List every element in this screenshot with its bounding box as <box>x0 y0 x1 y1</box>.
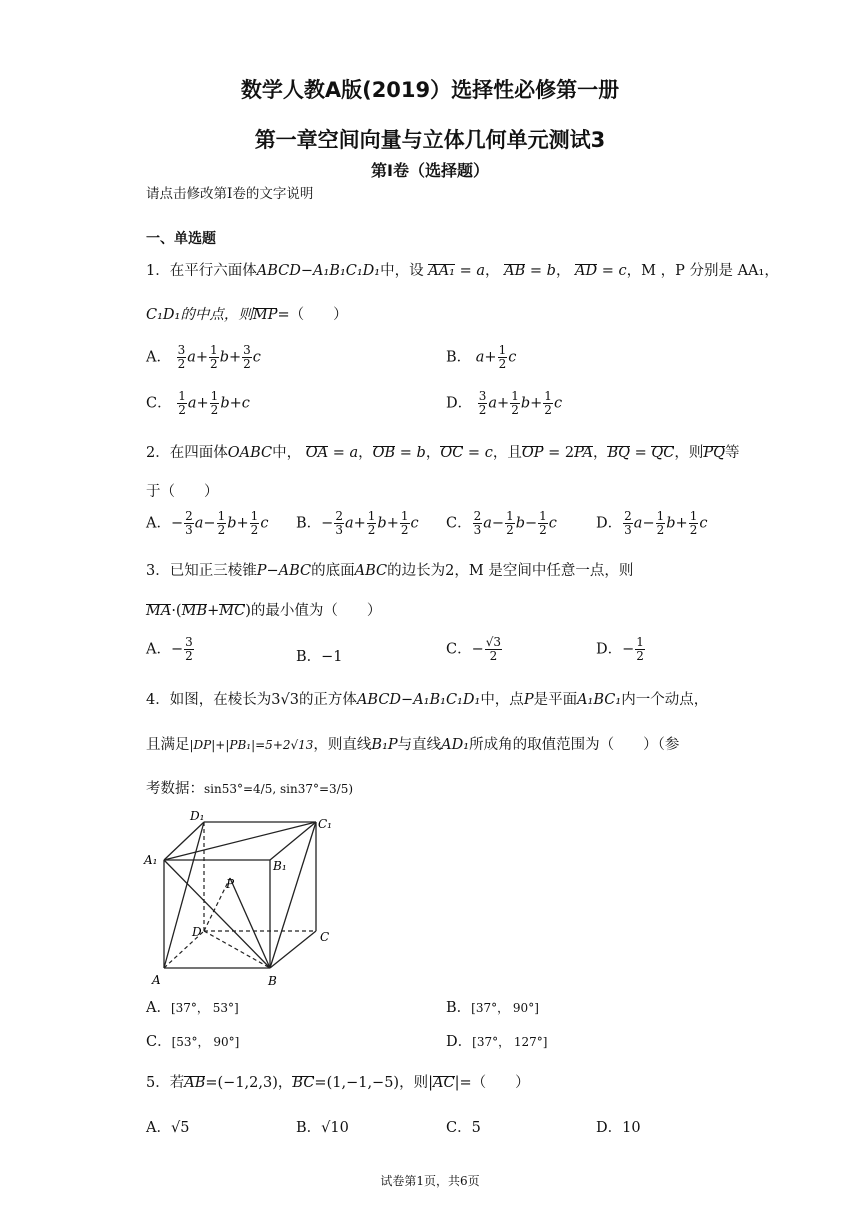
q1-option-a[interactable]: A． $\frac{3}{2}$ a+ $\frac{1}{2}$ b+ $\frac{3}{2}$ c <box>146 343 261 371</box>
section-title: 第I卷（选择题） <box>371 161 489 180</box>
part-heading: 一、单选题 <box>146 231 216 247</box>
label-b: B <box>268 974 277 988</box>
q1-option-b[interactable]: B． a+ $\frac{1}{2}$ c <box>446 343 517 371</box>
q1-option-c[interactable]: C． $\frac{1}{2}$ a+ $\frac{1}{2}$ b+c <box>146 389 250 417</box>
q2-option-d[interactable]: D． $\frac{2}{3}$ a− $\frac{1}{2}$ b+ $\frac{1}{2}$ c <box>596 509 708 537</box>
q2-stem: 2．在四面体OABC中， OA = a，OB = b，OC = c，且OP = 2PA，BQ = QC，则PQ等 <box>146 445 740 461</box>
q4-option-d[interactable]: D．[37°， 127°] <box>446 1034 548 1050</box>
label-b1: B₁ <box>273 859 287 873</box>
q3-option-d[interactable]: D．− $\frac{1}{2}$ <box>596 635 644 663</box>
doc-subtitle: 第一章空间向量与立体几何单元测试3 <box>254 128 606 152</box>
q5-option-c[interactable]: C．5 <box>446 1120 481 1136</box>
q3-option-b[interactable]: B．−1 <box>296 649 343 665</box>
q2-option-a[interactable]: A．− $\frac{2}{3}$ a− $\frac{1}{2}$ b+ $\frac{1}{2}$ c <box>146 509 269 537</box>
label-c1: C₁ <box>318 817 332 831</box>
q5-option-d[interactable]: D．10 <box>596 1120 641 1136</box>
q4-option-c[interactable]: C．[53°， 90°] <box>146 1034 240 1050</box>
q4-stem-ref: 考数据：sin53°=4/5, sin37°=3/5) <box>146 781 354 797</box>
q3-option-c[interactable]: C．− $\frac{√3}{2}$ <box>446 635 502 663</box>
q2-option-c[interactable]: C． $\frac{2}{3}$ a− $\frac{1}{2}$ b− $\frac{1}{2}$ c <box>446 509 557 537</box>
editable-note[interactable]: 请点击修改第I卷的文字说明 <box>146 186 314 202</box>
q1-option-d[interactable]: D． $\frac{3}{2}$ a+ $\frac{1}{2}$ b+ $\frac{1}{2}$ c <box>446 389 563 417</box>
q5-option-b[interactable]: B．√10 <box>296 1120 349 1136</box>
q4-option-b[interactable]: B．[37°， 90°] <box>446 1000 539 1016</box>
q2-option-b[interactable]: B．− $\frac{2}{3}$ a+ $\frac{1}{2}$ b+ $\frac{1}{2}$ c <box>296 509 419 537</box>
label-a1: A₁ <box>144 853 158 867</box>
doc-title: 数学人教A版(2019）选择性必修第一册 <box>240 78 620 102</box>
q3-stem-cont: MA·(MB+MC)的最小值为（ ） <box>146 603 382 619</box>
label-d1: D₁ <box>190 809 205 823</box>
q1-stem: 1．在平行六面体ABCD−A₁B₁C₁D₁中，设 AA₁ = a， AB = b， AD = c，M ，P 分别是 AA₁， <box>146 263 779 279</box>
q4-stem-cont: 且满足|DP|+|PB₁|=5+2√13，则直线B₁P与直线AD₁所成角的取值范围为（ ）（参 <box>146 737 680 753</box>
q4-option-a[interactable]: A．[37°， 53°] <box>146 1000 239 1016</box>
q5-stem: 5．若AB=(−1,2,3)，BC=(1,−1,−5)，则|AC|=（ ） <box>146 1075 530 1091</box>
cube-figure <box>140 808 340 993</box>
label-a: A <box>152 973 161 987</box>
q2-stem-cont: 于（ ） <box>146 484 219 500</box>
label-d: D <box>192 925 202 939</box>
label-p: P <box>226 877 235 891</box>
q3-stem: 3．已知正三棱锥P−ABC的底面ABC的边长为2，M 是空间中任意一点，则 <box>146 563 634 579</box>
q4-stem: 4．如图，在棱长为3√3的正方体ABCD−A₁B₁C₁D₁中，点P是平面A₁BC₁内一个动点， <box>146 692 709 708</box>
q5-option-a[interactable]: A．√5 <box>146 1120 190 1136</box>
q3-option-a[interactable]: A．− $\frac{3}{2}$ <box>146 635 193 663</box>
q1-stem-cont: C₁D₁的中点，则MP=（ ） <box>146 307 348 323</box>
page-footer: 试卷第1页，共6页 <box>380 1174 480 1188</box>
label-c: C <box>320 930 330 944</box>
